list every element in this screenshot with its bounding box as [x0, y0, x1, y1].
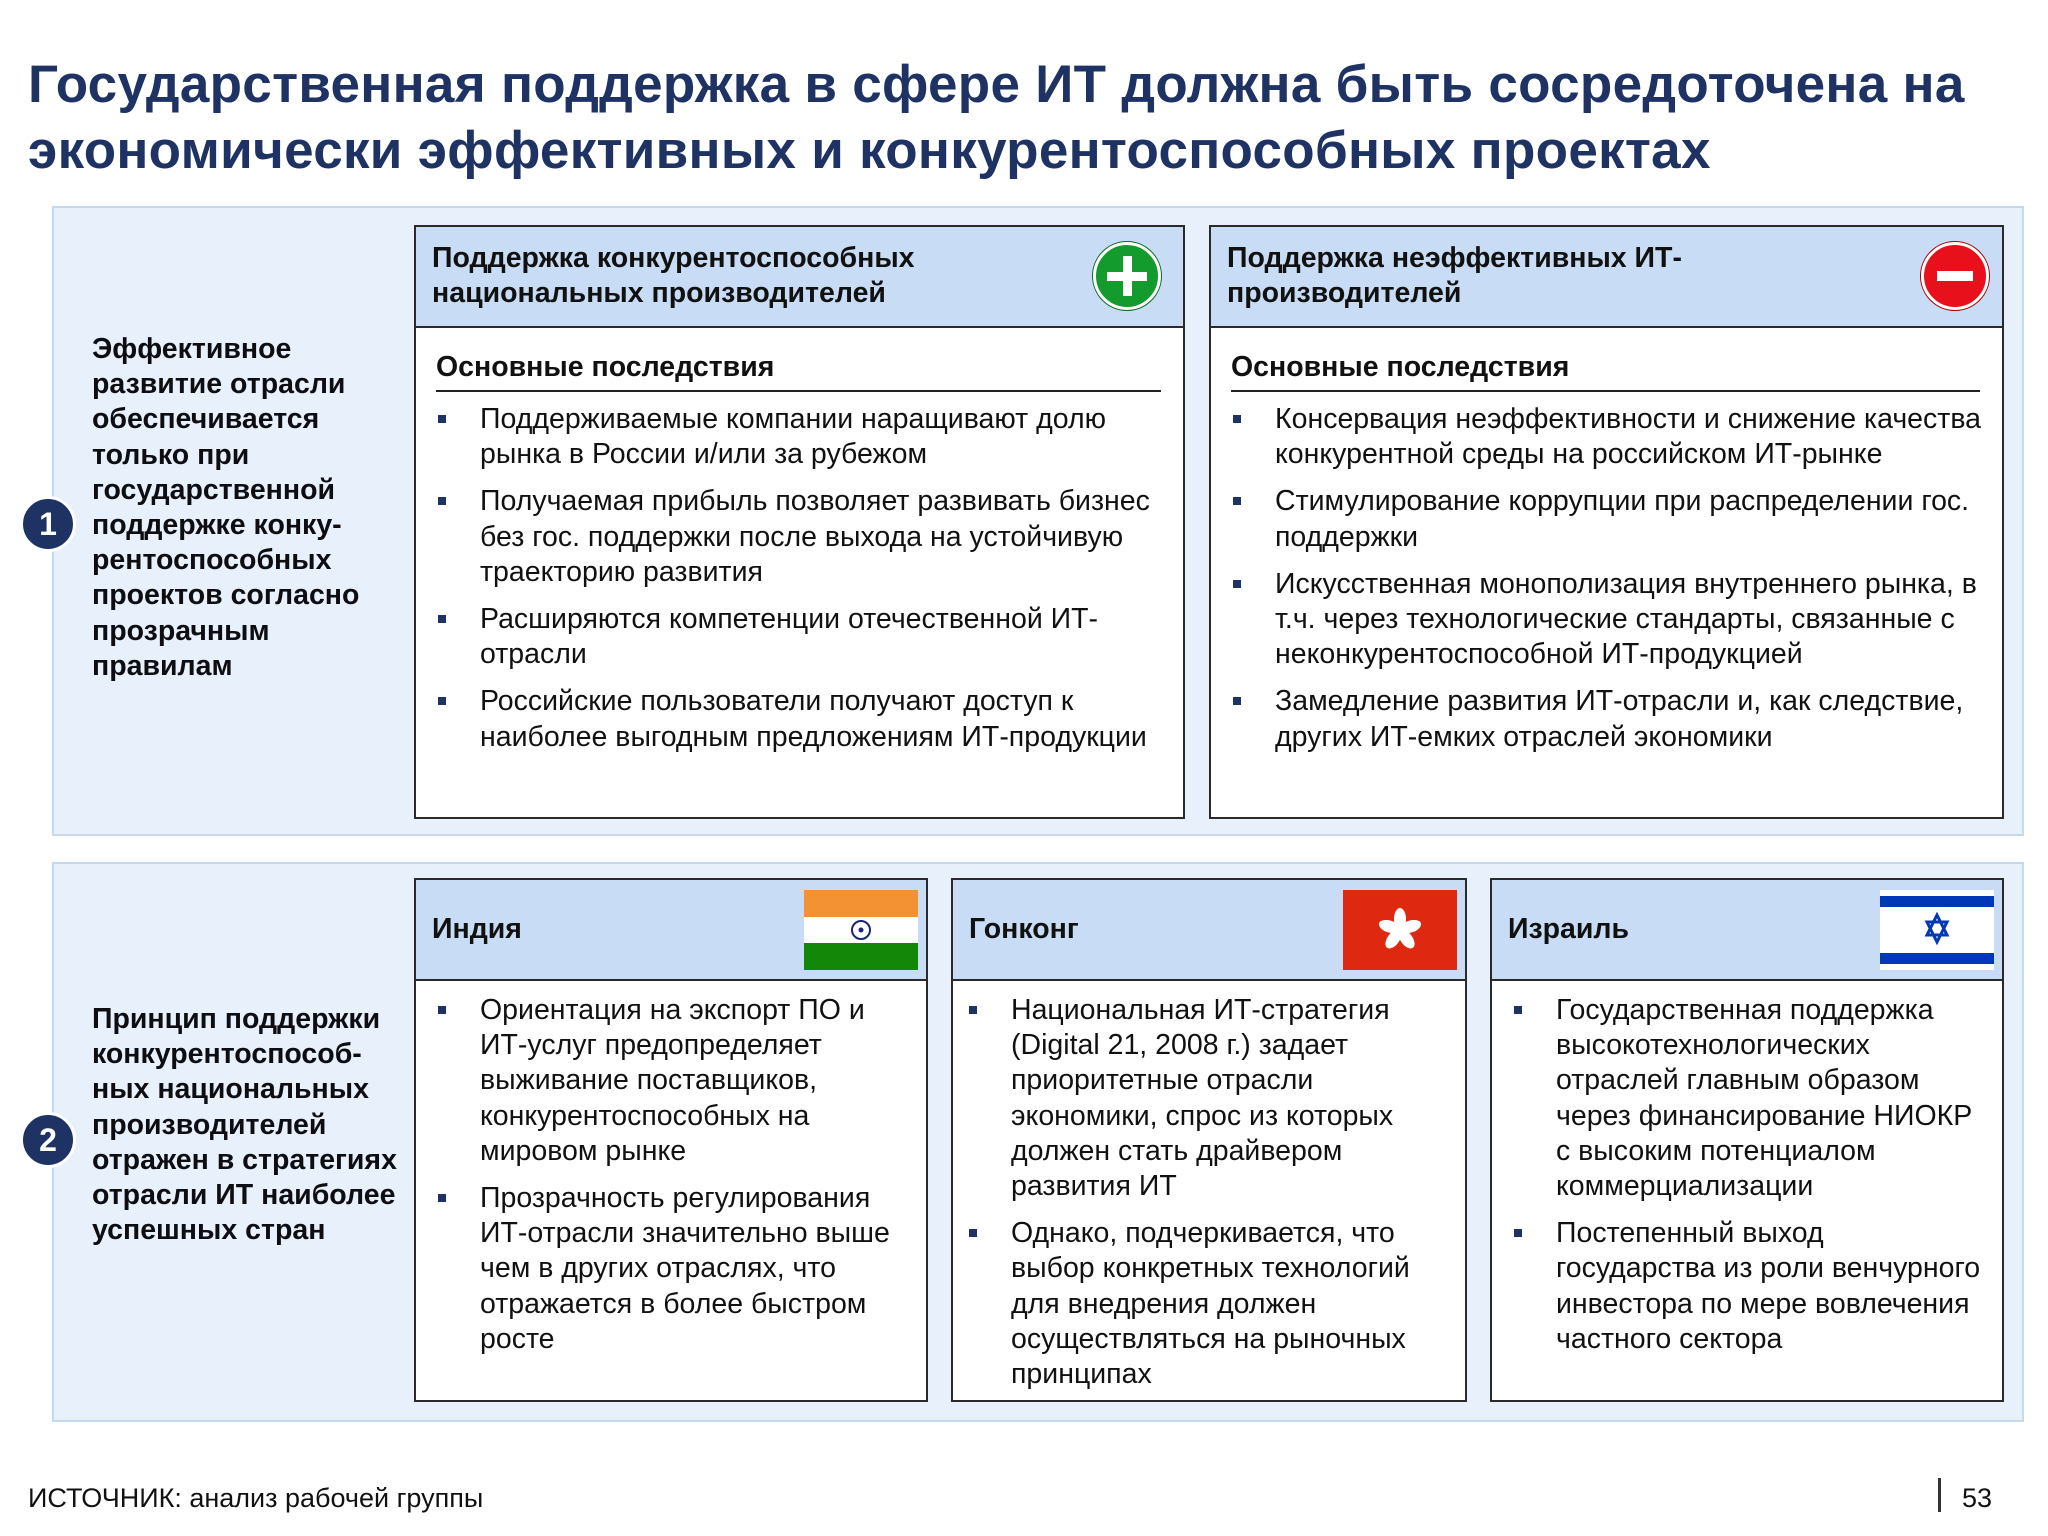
list-item: Расширяются компетенции отечественной ИТ-отрасли — [436, 602, 1166, 672]
list-item: Консервация неэффективности и снижение качества конкурентной среды на российском ИТ-рынке — [1231, 402, 1991, 472]
india-bullet-list — [436, 993, 911, 1369]
minus-icon — [1921, 242, 1989, 310]
list-item: Поддерживаемые компании наращивают долю рынка в России и/или за рубежом — [436, 402, 1166, 472]
page-number: 53 — [1962, 1483, 1993, 1513]
list-item: Получаемая прибыль позволяет развивать бизнес без гос. поддержки после выхода на устойчивую траекторию развития — [436, 484, 1166, 590]
country-name: Израиль — [1508, 913, 1630, 945]
country-name: Индия — [432, 913, 522, 945]
inefficient-bullet-list — [1231, 402, 1991, 767]
page-title: Государственная поддержка в сфере ИТ должна быть сосредоточена на экономически эффективных и конкурентоспособных проектах — [28, 55, 1965, 180]
inefficient-panel — [1209, 225, 2004, 819]
hong-kong-bullet-list — [967, 993, 1452, 1404]
list-item: Замедление развития ИТ-отрасли и, как следствие, других ИТ-емких отраслей экономики — [1231, 684, 1991, 754]
country-panel-israel — [1490, 878, 2004, 1402]
list-item: Искусственная монополизация внутреннего рынка, в т.ч. через технологические стандарты, связанные с неконкурентоспособной ИТ-продукцией — [1231, 567, 1991, 673]
list-item: Ориентация на экспорт ПО и ИТ-услуг предопределяет выживание поставщиков, конкурентоспособных на мировом рынке — [436, 993, 911, 1169]
inefficient-panel-title: Поддержка неэффективных ИТ- производителей — [1227, 242, 1682, 309]
india-flag-icon — [804, 890, 918, 970]
support-panel-header — [416, 227, 1183, 328]
support-panel — [414, 225, 1185, 819]
list-item: Постепенный выход государства из роли венчурного инвестора по мере вовлечения частного сектора — [1512, 1216, 1990, 1357]
country-panel-header — [416, 880, 926, 981]
hong-kong-flag-icon — [1343, 890, 1457, 970]
support-panel-title: Поддержка конкурентоспособных национальных производителей — [432, 242, 915, 309]
inefficient-panel-header — [1211, 227, 2002, 328]
list-item: Государственная поддержка высокотехнологических отраслей главным образом через финансирование НИОКР с высоким потенциалом коммерциализации — [1512, 993, 1990, 1204]
support-section-title: Основные последствия — [436, 351, 1161, 392]
list-item: Прозрачность регулирования ИТ-отрасли значительно выше чем в других отраслях, что отражается в более быстром росте — [436, 1181, 911, 1357]
list-item: Стимулирование коррупции при распределении гос. поддержки — [1231, 484, 1991, 554]
list-item: Национальная ИТ-стратегия (Digital 21, 2008 г.) задает приоритетные отрасли экономики, спрос из которых должен стать драйвером развития ИТ — [967, 993, 1452, 1204]
country-panel-header — [953, 880, 1465, 981]
row2-side-text: Принцип поддержки конкурентоспособ-ных национальных производителей отражен в стратегиях отрасли ИТ наиболее успешных стран — [92, 1003, 397, 1247]
row2-number-badge: 2 — [20, 1112, 76, 1168]
country-panel-india — [414, 878, 928, 1402]
country-name: Гонконг — [969, 913, 1079, 945]
list-item: Российские пользователи получают доступ к наиболее выгодным предложениям ИТ-продукции — [436, 684, 1166, 754]
country-panel-hong-kong — [951, 878, 1467, 1402]
footer-divider — [1938, 1478, 1941, 1512]
row1-number-badge: 1 — [20, 496, 76, 552]
israel-flag-icon — [1880, 890, 1994, 970]
inefficient-section-title: Основные последствия — [1231, 351, 1980, 392]
source-note: ИСТОЧНИК: анализ рабочей группы — [28, 1483, 484, 1513]
support-bullet-list — [436, 402, 1166, 767]
country-panel-header — [1492, 880, 2002, 981]
row1-side-text: Эффективное развитие отрасли обеспечивается только при государственной поддержке конку-рентоспособных проектов согласно прозрачным правилам — [92, 333, 360, 682]
plus-icon — [1093, 242, 1161, 310]
israel-bullet-list — [1512, 993, 1990, 1369]
list-item: Однако, подчеркивается, что выбор конкретных технологий для внедрения должен осуществляться на рыночных принципах — [967, 1216, 1452, 1392]
